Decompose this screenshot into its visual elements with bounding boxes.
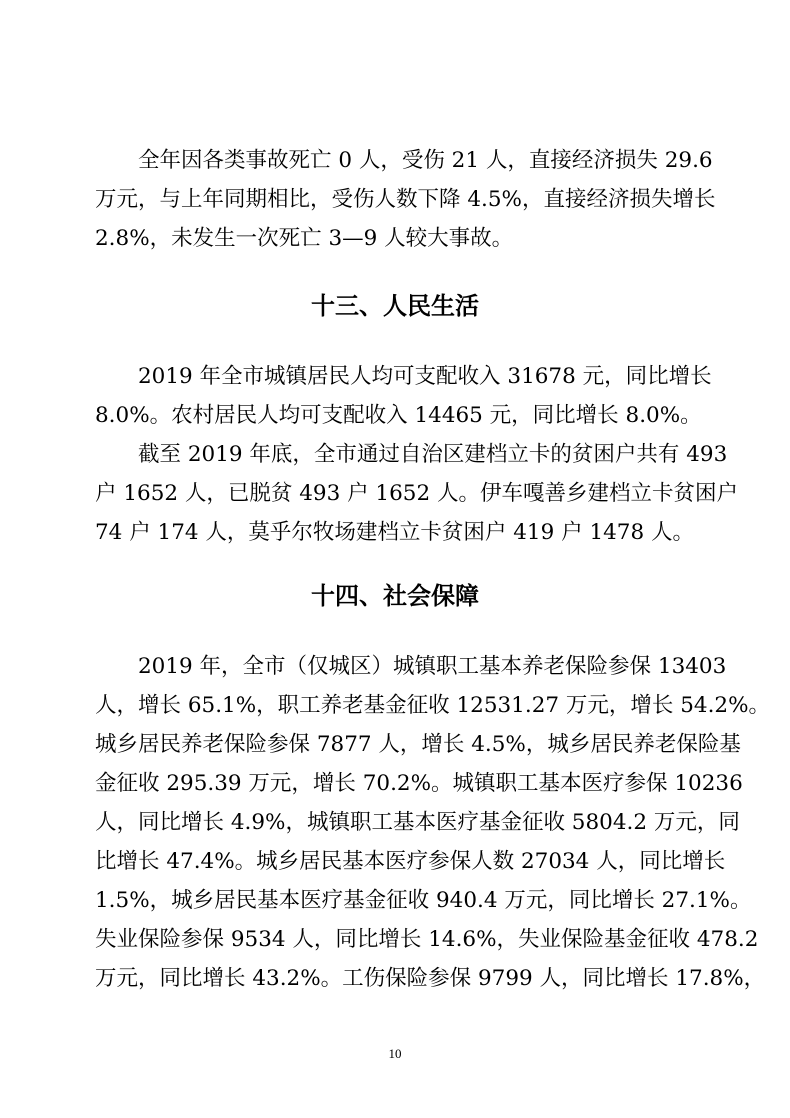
paragraph-line: 人，增长 65.1%，职工养老基金征收 12531.27 万元，增长 54.2%。 (95, 693, 771, 718)
paragraph-line: 金征收 295.39 万元，增长 70.2%。城镇职工基本医疗参保 10236 (95, 771, 743, 796)
page-number: 10 (388, 1046, 402, 1061)
paragraph-line: 城乡居民养老保险参保 7877 人，增长 4.5%，城乡居民养老保险基 (95, 732, 741, 757)
paragraph-line: 万元，同比增长 43.2%。工伤保险参保 9799 人，同比增长 17.8%， (95, 966, 766, 991)
paragraph-line: 全年因各类事故死亡 0 人，受伤 21 人，直接经济损失 29.6 (138, 148, 713, 173)
paragraph-line: 比增长 47.4%。城乡居民基本医疗参保人数 27034 人，同比增长 (95, 849, 726, 874)
section-heading: 十三、人民生活 (311, 292, 479, 320)
paragraph-line: 1.5%，城乡居民基本医疗基金征收 940.4 万元，同比增长 27.1%。 (95, 888, 752, 913)
paragraph-line: 户 1652 人，已脱贫 493 户 1652 人。伊车嘎善乡建档立卡贫困户 (95, 481, 738, 506)
paragraph-line: 2.8%，未发生一次死亡 3—9 人较大事故。 (95, 226, 514, 251)
paragraph-line: 截至 2019 年底，全市通过自治区建档立卡的贫困户共有 493 (138, 442, 728, 467)
paragraph-line: 失业保险参保 9534 人，同比增长 14.6%，失业保险基金征收 478.2 (95, 927, 759, 952)
paragraph-line: 2019 年，全市（仅城区）城镇职工基本养老保险参保 13403 (138, 654, 727, 679)
paragraph-line: 2019 年全市城镇居民人均可支配收入 31678 元，同比增长 (138, 364, 712, 389)
paragraph-line: 74 户 174 人，莫乎尔牧场建档立卡贫困户 419 户 1478 人。 (95, 520, 694, 545)
paragraph-line: 万元，与上年同期相比，受伤人数下降 4.5%，直接经济损失增长 (95, 187, 716, 212)
paragraph-line: 8.0%。农村居民人均可支配收入 14465 元，同比增长 8.0%。 (95, 403, 702, 428)
paragraph-line: 人，同比增长 4.9%，城镇职工基本医疗基金征收 5804.2 万元，同 (95, 810, 740, 835)
section-heading: 十四、社会保障 (311, 582, 479, 610)
